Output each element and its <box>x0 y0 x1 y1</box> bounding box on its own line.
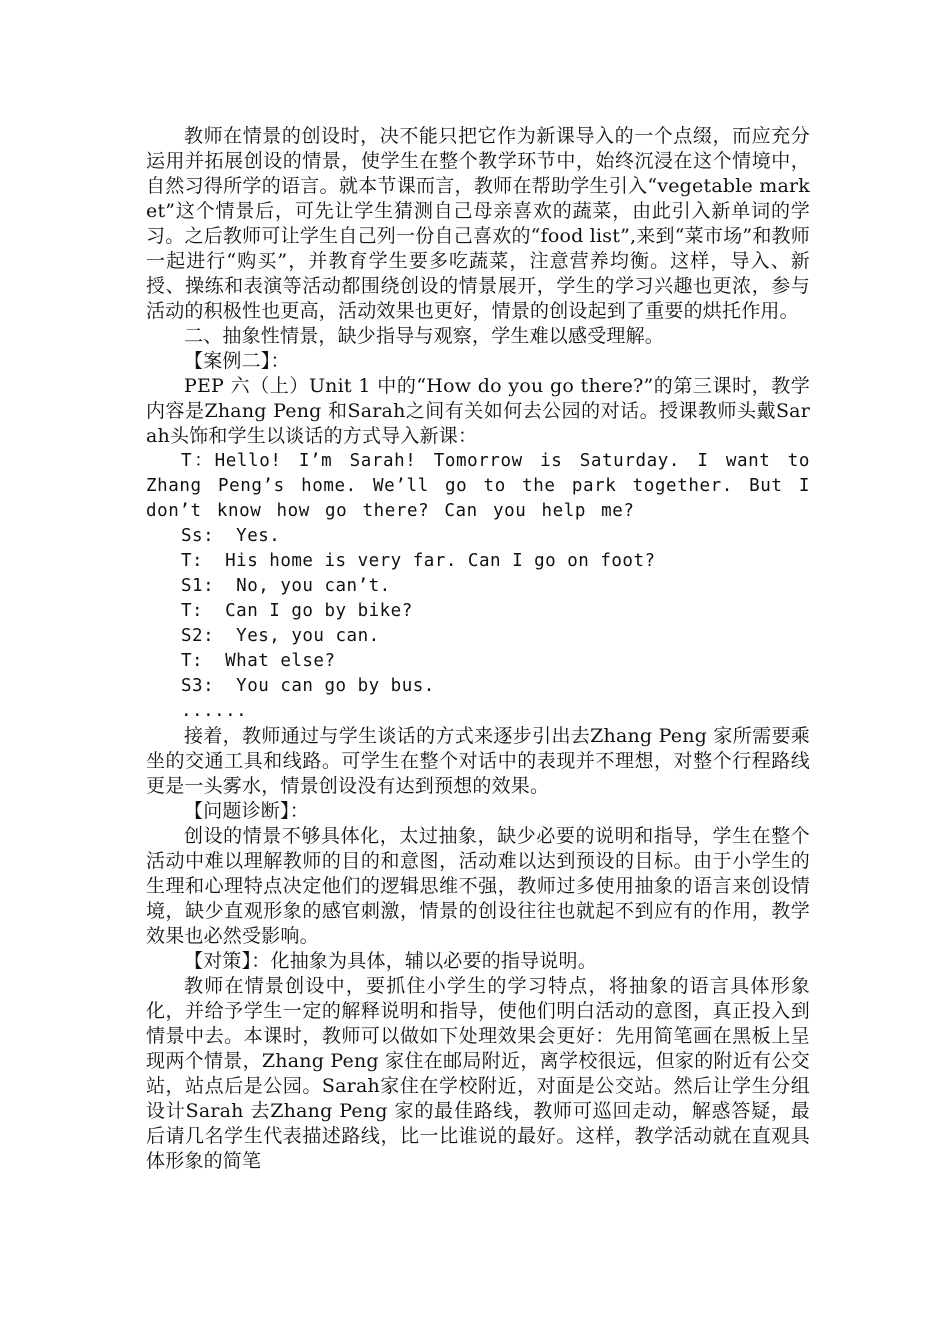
section-heading-abstract-scenario: 二、抽象性情景，缺少指导与观察，学生难以感受理解。 <box>184 325 665 347</box>
paragraph-strategy: 教师在情景创设中，要抓住小学生的学习特点，将抽象的语言具体形象化，并给予学生一定的解释说明和指导，使他们明白活动的意图，真正投入到情景中去。本课时，教师可以做如下处理效果会更好：先用简笔画在黑板上呈现两个情景，Zhang Peng 家住在邮局附近，离学校很远，但家的附近有公交站，站点后是公园。Sarah家住在学校附近，对面是公交站。然后让学生分组设计Sarah 去Zhang Peng 家的最佳路线，教师可巡回走动，解惑答疑，最后请几名学生代表描述路线，比一比谁说的最好。这样，教学活动就在直观具体形象的简笔 <box>146 975 810 1172</box>
dialog-line: S2: Yes, you can. <box>181 626 380 646</box>
dialog-line: Ss: Yes. <box>181 526 281 546</box>
paragraph-scenario-extension: 教师在情景的创设时，决不能只把它作为新课导入的一个点缀，而应充分运用并拓展创设的情景，使学生在整个教学环节中，始终沉浸在这个情境中，自然习得所学的语言。就本节课而言，教师在帮助学生引入“vegetable market”这个情景后，可先让学生猜测自己母亲喜欢的蔬菜，由此引入新单词的学习。之后教师可让学生自己列一份自己喜欢的“food list”,来到“菜市场”和教师一起进行“购买”，并教育学生要多吃蔬菜，注意营养均衡。这样，导入、新授、操练和表演等活动都围绕创设的情景展开，学生的学习兴趣也更浓，参与活动的积极性也更高，活动效果也更好，情景的创设起到了重要的烘托作用。 <box>146 125 810 322</box>
strategy-heading: 【对策】：化抽象为具体，辅以必要的指导说明。 <box>184 950 597 972</box>
dialog-line: T: What else? <box>181 651 336 671</box>
dialog-line: T: His home is very far. Can I go on foot? <box>181 551 656 571</box>
dialog-line-teacher-intro: T：Hello! I’m Sarah! Tomorrow is Saturday. I want to Zhang Peng’s home. We’ll go to the park together. But I don’t know how go there? Can you help me? <box>146 451 810 521</box>
dialog-ellipsis: ...... <box>181 701 248 721</box>
dialog-line: T: Can I go by bike? <box>181 601 413 621</box>
diagnosis-label: 【问题诊断】： <box>184 800 309 822</box>
dialog-line: S3: You can go by bus. <box>181 676 435 696</box>
document-page <box>146 124 810 1174</box>
case-two-label: 【案例二】： <box>184 350 290 372</box>
paragraph-diagnosis: 创设的情景不够具体化，太过抽象，缺少必要的说明和指导，学生在整个活动中难以理解教师的目的和意图，活动难以达到预设的目标。由于小学生的生理和心理特点决定他们的逻辑思维不强，教师过多使用抽象的语言来创设情境，缺少直观形象的感官刺激，情景的创设往往也就起不到应有的作用，教学效果也必然受影响。 <box>146 825 810 947</box>
paragraph-case-two-result: 接着，教师通过与学生谈话的方式来逐步引出去Zhang Peng 家所需要乘坐的交通工具和线路。可学生在整个对话中的表现并不理想，对整个行程路线更是一头雾水，情景创设没有达到预想的效果。 <box>146 725 810 797</box>
paragraph-case-two-intro: PEP 六（上）Unit 1 中的“How do you go there?”的第三课时，教学内容是Zhang Peng 和Sarah之间有关如何去公园的对话。授课教师头戴Sarah头饰和学生以谈话的方式导入新课： <box>146 375 810 447</box>
dialog-line: S1: No, you can’t. <box>181 576 391 596</box>
